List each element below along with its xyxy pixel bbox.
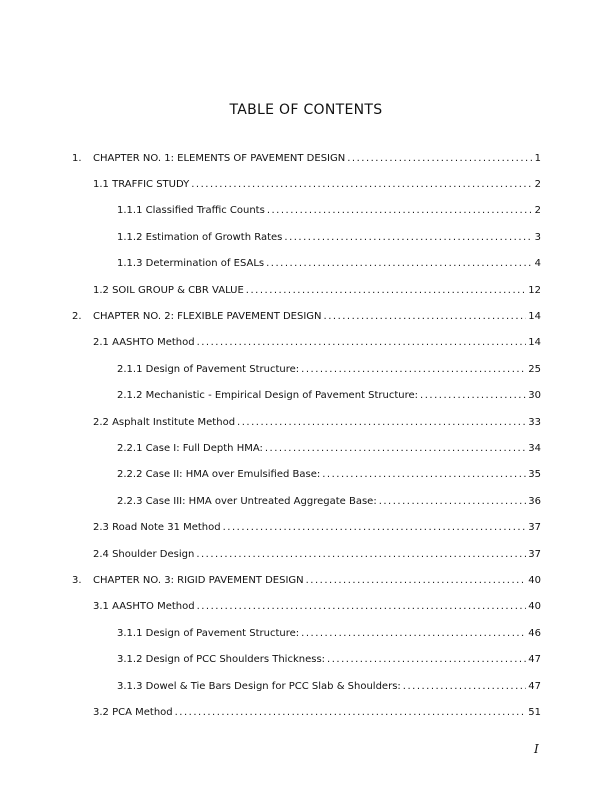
- dot-leader: [301, 364, 526, 375]
- toc-entry-page: 1: [534, 152, 541, 164]
- toc-entry-page: 51: [528, 706, 541, 718]
- toc-entry[interactable]: [72, 541, 541, 567]
- toc-entry[interactable]: [72, 383, 541, 409]
- toc-entry-page: 47: [528, 654, 541, 666]
- toc-entry-label: 2.2.1 Case I: Full Depth HMA:: [117, 442, 263, 454]
- toc-entry-label: 2.1 AASHTO Method: [93, 337, 195, 349]
- dot-leader: [175, 707, 527, 718]
- toc-entry-label: 2.2 Asphalt Institute Method: [93, 416, 236, 428]
- toc-entry-label: CHAPTER NO. 3: RIGID PAVEMENT DESIGN: [93, 574, 304, 586]
- toc-entry-label: 2.3 Road Note 31 Method: [93, 522, 221, 534]
- toc-entry-page: 4: [534, 258, 541, 270]
- toc-entry-label: 2.4 Shoulder Design: [93, 548, 195, 560]
- table-of-contents: [72, 145, 541, 726]
- dot-leader: [196, 549, 526, 560]
- toc-entry[interactable]: [72, 620, 541, 646]
- toc-entry-label: 2.1.2 Mechanistic - Empirical Design of Pavement Structure:: [117, 390, 419, 402]
- toc-entry[interactable]: [72, 462, 541, 488]
- toc-entry-page: 40: [528, 574, 541, 586]
- toc-entry-page: 36: [528, 495, 541, 507]
- toc-entry[interactable]: [72, 224, 541, 250]
- dot-leader: [237, 417, 526, 428]
- toc-entry[interactable]: [72, 330, 541, 356]
- toc-entry[interactable]: [72, 171, 541, 197]
- toc-entry-page: 2: [534, 205, 541, 217]
- dot-leader: [301, 628, 526, 639]
- toc-entry-label: 1.1.2 Estimation of Growth Rates: [117, 231, 283, 243]
- toc-entry-number: 1.: [72, 152, 82, 164]
- toc-entry[interactable]: [72, 251, 541, 277]
- dot-leader: [403, 681, 526, 692]
- toc-entry-page: 37: [528, 522, 541, 534]
- toc-entry-page: 35: [528, 469, 541, 481]
- toc-entry-label: 3.1.3 Dowel & Tie Bars Design for PCC Slab & Shoulders:: [117, 680, 401, 692]
- toc-entry-page: 14: [528, 311, 541, 323]
- toc-entry-label: 1.1.1 Classified Traffic Counts: [117, 205, 265, 217]
- toc-entry-page: 33: [528, 416, 541, 428]
- toc-entry[interactable]: [72, 514, 541, 540]
- dot-leader: [191, 179, 532, 190]
- toc-entry-page: 40: [528, 601, 541, 613]
- toc-entry-label: 2.1.1 Design of Pavement Structure:: [117, 363, 300, 375]
- toc-entry[interactable]: [72, 673, 541, 699]
- toc-entry-page: 30: [528, 390, 541, 402]
- dot-leader: [347, 153, 532, 164]
- dot-leader: [246, 285, 526, 296]
- toc-entry[interactable]: [72, 145, 541, 171]
- toc-entry-label: 1.1.3 Determination of ESALs: [117, 258, 265, 270]
- toc-entry-label: CHAPTER NO. 1: ELEMENTS OF PAVEMENT DESIGN: [93, 152, 346, 164]
- toc-entry[interactable]: [72, 646, 541, 672]
- toc-entry-label: CHAPTER NO. 2: FLEXIBLE PAVEMENT DESIGN: [93, 311, 322, 323]
- toc-entry-page: 2: [534, 179, 541, 191]
- toc-entry-number: 2.: [72, 311, 82, 323]
- toc-entry-page: 25: [528, 363, 541, 375]
- dot-leader: [267, 205, 533, 216]
- toc-entry-page: 46: [528, 627, 541, 639]
- toc-entry[interactable]: [72, 567, 541, 593]
- dot-leader: [327, 654, 526, 665]
- toc-entry-label: 3.1 AASHTO Method: [93, 601, 195, 613]
- toc-entry[interactable]: [72, 409, 541, 435]
- dot-leader: [306, 575, 527, 586]
- toc-entry-page: 34: [528, 442, 541, 454]
- toc-entry-page: 14: [528, 337, 541, 349]
- dot-leader: [420, 390, 526, 401]
- toc-entry[interactable]: [72, 488, 541, 514]
- toc-entry-label: 2.2.3 Case III: HMA over Untreated Aggregate Base:: [117, 495, 377, 507]
- dot-leader: [379, 496, 527, 507]
- page-title: TABLE OF CONTENTS: [229, 102, 383, 118]
- toc-entry-label: 1.1 TRAFFIC STUDY: [93, 179, 190, 191]
- toc-entry[interactable]: [72, 594, 541, 620]
- toc-entry-label: 3.1.1 Design of Pavement Structure:: [117, 627, 300, 639]
- toc-entry[interactable]: [72, 699, 541, 725]
- dot-leader: [284, 232, 532, 243]
- toc-entry-page: 3: [534, 231, 541, 243]
- toc-entry[interactable]: [72, 198, 541, 224]
- dot-leader: [266, 258, 533, 269]
- toc-entry[interactable]: [72, 303, 541, 329]
- dot-leader: [197, 601, 527, 612]
- toc-entry-label: 1.2 SOIL GROUP & CBR VALUE: [93, 284, 244, 296]
- toc-entry-page: 37: [528, 548, 541, 560]
- page-number: I: [534, 742, 539, 756]
- dot-leader: [265, 443, 526, 454]
- dot-leader: [322, 469, 526, 480]
- dot-leader: [197, 337, 527, 348]
- dot-leader: [223, 522, 527, 533]
- toc-entry-label: 2.2.2 Case II: HMA over Emulsified Base:: [117, 469, 321, 481]
- toc-entry[interactable]: [72, 435, 541, 461]
- toc-entry-label: 3.2 PCA Method: [93, 706, 173, 718]
- toc-entry-label: 3.1.2 Design of PCC Shoulders Thickness:: [117, 654, 326, 666]
- toc-entry-page: 47: [528, 680, 541, 692]
- toc-entry[interactable]: [72, 356, 541, 382]
- toc-entry-page: 12: [528, 284, 541, 296]
- toc-entry[interactable]: [72, 277, 541, 303]
- toc-entry-number: 3.: [72, 574, 82, 586]
- dot-leader: [324, 311, 527, 322]
